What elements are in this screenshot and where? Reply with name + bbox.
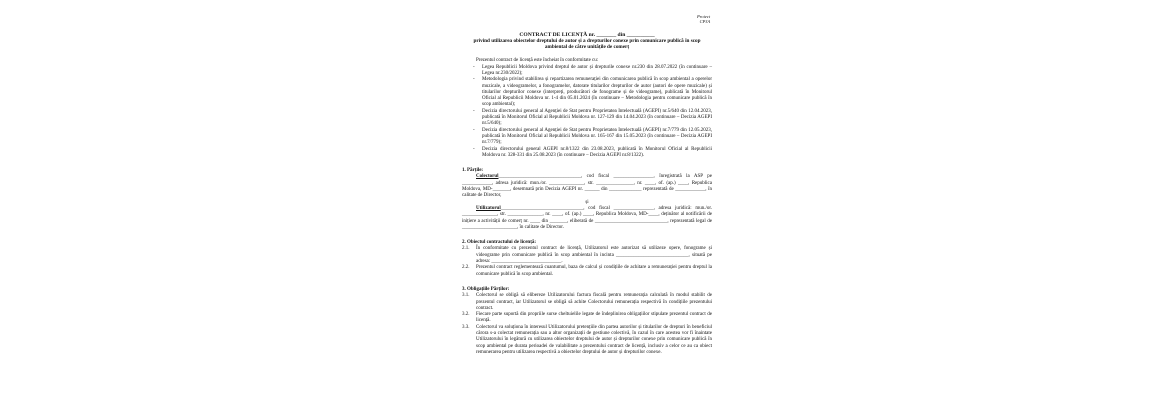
clause-text: În conformitate cu prezentul contract de licență, Utilizatorul este autorizat să utilizeze opere, fonograme și videograme prin comunicare publică în scop ambiental în incinta _____________________________, situată pe adresa: ____________________________. — [476, 246, 712, 265]
clause-2-2 — [462, 265, 712, 278]
clause-text: Prezentul contract reglementează cuantumul, baza de calcul și condițiile de achitare a remunerației pentru dreptul la comunicare publică în scop ambiental. — [476, 265, 712, 277]
clause-text: Fiecare parte suportă din propriile surse cheltuielile legate de îndeplinirea obligațiilor stipulate prezentul contract de licență. — [476, 312, 712, 324]
legal-references-list — [462, 65, 712, 159]
clause-number: 2.2. — [462, 265, 470, 271]
clause-3-1 — [462, 293, 712, 312]
reference-item: - Decizia directorului general al Agenției de Stat pentru Proprietatea Intelectuală (AGEPI) nr.7/779 din 12.05.2023, publicată în Monitorul Oficial al Republicii Moldova nr. 165-167 din 15.05.2023 (în continuare – Decizia AGEPI nr.7/779); — [482, 128, 712, 147]
clause-number: 2.1. — [462, 246, 470, 252]
contract-subtitle: privind utilizarea obiectelor dreptului de autor și a drepturilor conexe prin comunicare publică în scop ambiental de către unitățile de comerț — [473, 38, 701, 51]
collector-label: Colectorul — [476, 174, 499, 180]
contract-body — [462, 14, 712, 356]
draft-label-line1: Proiect — [697, 14, 711, 19]
user-label: Utilizatorul — [476, 205, 501, 211]
clause-number: 3.2. — [462, 312, 470, 318]
clause-number: 3.1. — [462, 293, 470, 299]
section-heading-obligations: 3. Obligațiile Părților: — [462, 286, 510, 292]
reference-item: - Decizia directorului general al Agenției de Stat pentru Proprietatea Intelectuală (AGEPI) nr.5/640 din 12.04.2023, publicată în Monitorul Oficial al Republicii Moldova nr. 127-129 din 14.04.2023 (în continuare – Decizia AGEPI nr.5/640); — [482, 109, 712, 128]
reference-item: - Metodologia privind stabilirea și repartizarea remunerației din comunicarea publică în scop ambiental a operelor muzicale, a videogramelor, a fonogramelor, datorate titularilor drepturilor de autor (autori de opere muzicale) și titularilor drepturilor conexe (interpreți, producători de fonograme și de videograme), publicată în Monitorul Oficial al Republicii Moldova nr. 1-4 din 05.01.2024 (în continuare – Metodologia pentru comunicare publică în scop ambiental); — [482, 77, 712, 108]
clause-text: Colectorul se obligă să elibereze Utilizatorului factura fiscală pentru remunerația calculată în modul stabilit de prezentul contract, iar Utilizatorul se obligă să achite Colectorului remunerația respectivă în condițiile prezentului contract. — [476, 293, 712, 311]
clause-text: Colectorul va soluționa în interesul Utilizatorului pretențiile din partea autorilor și titularilor de drepturi în beneficiul cărora s-a colectat remunerația sau a altor organizații de gestiune colectivă, în cazul în care acestea vor fi înaintate Utilizatorului în legătură cu utilizarea obiectelor dreptului de autor și drepturilor conexe prin comunicare publică în scop ambiental pe durata perioadei de valabilitate a prezentului contract de licență, inclusiv a celor ce au ca obiect remunerarea pentru utilizarea respectivă a obiectelor dreptului de autor și drepturilor conexe. — [476, 324, 712, 355]
clause-3-3 — [462, 325, 712, 356]
contract-title: CONTRACT DE LICENȚĂ nr. _______ din __________ — [519, 32, 655, 38]
conjunction-and: și — [585, 199, 589, 205]
section-heading-parties: 1. Părțile: — [462, 168, 484, 174]
collector-text: _________________________________, cod fiscal ________________, înregistrată la ASP pe ____________, adresa juridică: mun./or. ______________, str. _______________, nr. ____, of. (ap.) ____, Republica Moldova, MD-_______, desemnată prin Decizia AGEPI nr. ______ din _____________ reprezentată de ____________, în calitate de Director, — [462, 174, 712, 199]
collector-paragraph — [462, 174, 712, 199]
draft-label-line2: CPJA — [699, 19, 711, 24]
section-heading-object: 2. Obiectul contractului de licență: — [462, 240, 537, 246]
intro-paragraph: Prezentul contract de licență este încheiat în conformitate cu: — [476, 58, 599, 64]
clause-3-2 — [462, 312, 712, 325]
clause-number: 3.3. — [462, 324, 470, 330]
user-paragraph — [462, 206, 712, 231]
user-text: _________________________________, cod fiscal ________________, adresa juridică: mun./or. ______________, str. ______________, nr. ____, of. (ap.) ____, Republica Moldova, MD-____, deținător al notificării de inițiere a activității de comerț nr. ____ din _______, eliberată de _____________________________, reprezentată legal de ______________________, în calitate de Director. — [462, 205, 712, 230]
reference-item: - Decizia directorului general AGEPI nr.8/1322 din 23.08.2023, publicată în Monitorul Oficial al Republicii Moldova nr. 328-331 din 25.08.2023 (în continuare – Decizia AGEPI nr.8/1322). — [482, 147, 712, 160]
clause-2-1 — [462, 246, 712, 265]
reference-item: - Legea Republicii Moldova privind dreptul de autor și drepturile conexe nr.230 din 28.07.2022 (în continuare – Legea nr.230/2022); — [482, 65, 712, 78]
